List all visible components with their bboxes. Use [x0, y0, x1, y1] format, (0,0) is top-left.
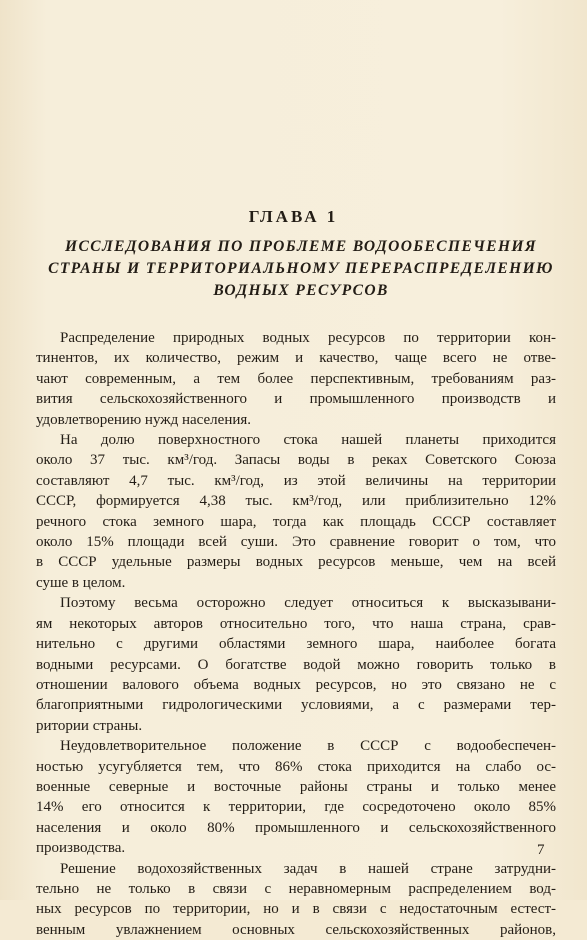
chapter-label: ГЛАВА 1: [248, 207, 339, 226]
text-line: ям некоторых авторов относительно того, что наша страна, срав-: [36, 615, 556, 632]
text-line: тельно не только в связи с неравномерным распределением вод-: [36, 880, 556, 897]
text-line: суше в целом.: [36, 574, 126, 591]
text-line: речного стока земного шара, тогда как площадь СССР составляет: [36, 513, 556, 530]
page-number: 7: [537, 842, 545, 858]
text-line: Решение водохозяйственных задач в нашей стране затрудни-: [60, 860, 556, 877]
text-line: На долю поверхностного стока нашей планеты приходится: [60, 432, 556, 449]
text-line: военные северные и восточные районы страны и только менее: [36, 778, 556, 795]
text-line: около 37 тыс. км³/год. Запасы воды в реках Советского Союза: [36, 452, 556, 469]
text-line: в СССР удельные размеры водных ресурсов меньше, чем на всей: [36, 554, 556, 571]
body-text: [36, 328, 556, 940]
text-line: тинентов, их количество, режим и качество, чаще всего не отве-: [36, 350, 556, 367]
text-line: удовлетворению нужд населения.: [36, 411, 252, 428]
text-line: производства.: [36, 840, 126, 857]
chapter-title-line: ВОДНЫХ РЕСУРСОВ: [213, 282, 389, 299]
text-line: населения и около 80% промышленного и сельскохозяйственного: [36, 819, 556, 836]
text-line: нительно с другими областями земного шара, наиболее богата: [36, 636, 556, 653]
text-line: СССР, формируется 4,38 тыс. км³/год, или приблизительно 12%: [36, 493, 556, 510]
text-line: около 15% площади всей суши. Это сравнение говорит о том, что: [36, 534, 556, 551]
chapter-title-line: СТРАНЫ И ТЕРРИТОРИАЛЬНОМУ ПЕРЕРАСПРЕДЕЛЕНИЮ: [48, 260, 554, 277]
text-line: составляют 4,7 тыс. км³/год, из этой величины на территории: [36, 472, 556, 489]
text-line: благоприятными гидрологическими условиями, а с размерами тер-: [36, 697, 556, 714]
chapter-title-line: ИССЛЕДОВАНИЯ ПО ПРОБЛЕМЕ ВОДООБЕСПЕЧЕНИЯ: [65, 238, 537, 255]
text-line: Неудовлетворительное положение в СССР с водообеспечен-: [60, 738, 556, 755]
text-line: 14% его относится к территории, где сосредоточено около 85%: [36, 799, 556, 816]
text-line: чают современным, а тем более перспективным, требованиям раз-: [36, 370, 556, 387]
text-line: ностью усугубляется тем, что 86% стока приходится на слабо ос-: [36, 758, 556, 775]
text-line: вития сельскохозяйственного и промышленного производств и: [36, 391, 556, 408]
text-line: венным увлажнением основных сельскохозяйственных районов,: [36, 921, 556, 938]
text-line: водными ресурсами. О богатстве водой можно говорить только в: [36, 656, 556, 673]
text-line: отношении валового объема водных ресурсов, но это связано не с: [36, 676, 556, 693]
text-line: ритории страны.: [36, 717, 143, 734]
text-line: Поэтому весьма осторожно следует относиться к высказывани-: [60, 595, 556, 612]
text-line: ных ресурсов по территории, но и в связи с недостаточным естест-: [36, 901, 556, 918]
text-line: Распределение природных водных ресурсов по территории кон-: [60, 330, 556, 346]
chapter-title: [36, 236, 566, 302]
